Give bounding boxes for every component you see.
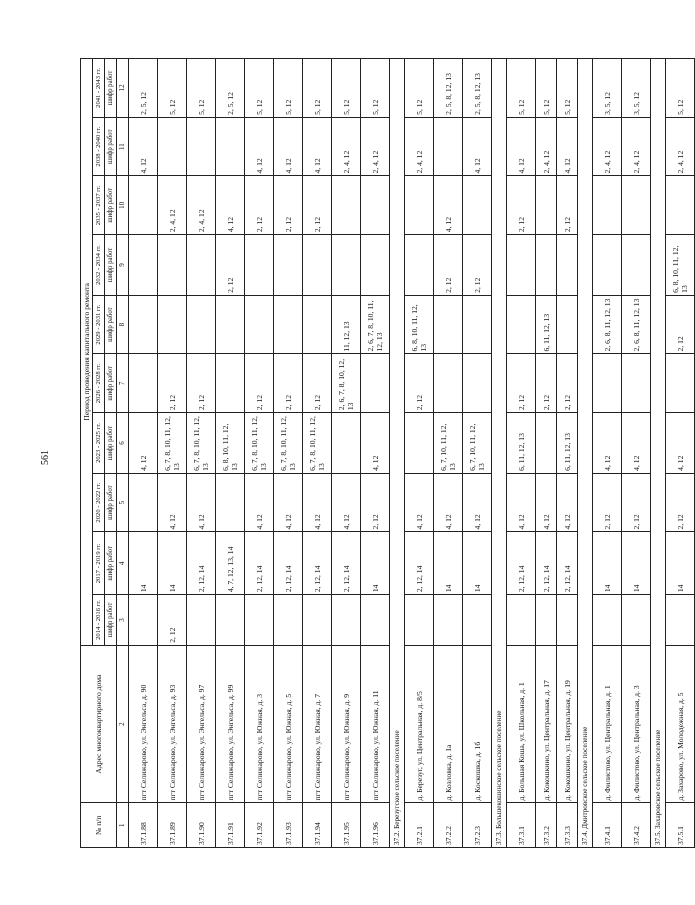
row-work-codes — [434, 117, 463, 176]
row-work-codes — [593, 176, 622, 235]
row-number: 37.1.96 — [361, 803, 390, 848]
row-work-codes: 2, 5, 8, 12, 13 — [434, 59, 463, 118]
row-work-codes: 2, 12 — [557, 354, 578, 413]
settlement-row — [492, 59, 507, 848]
row-address: д. Кокошкино, ул. Центральная, д. 19 — [557, 645, 578, 803]
row-number: 37.2.3 — [463, 803, 492, 848]
row-number: 37.3.2 — [536, 803, 557, 848]
row-address: д. Козловка, д. 1а — [434, 645, 463, 803]
row-work-codes: 2, 4, 12 — [666, 117, 695, 176]
table-row — [536, 59, 557, 848]
header-code: шифр работ — [105, 59, 117, 118]
row-work-codes — [332, 176, 361, 235]
row-work-codes — [187, 117, 216, 176]
header-year: 2023 - 2025 гг. — [93, 413, 105, 474]
row-work-codes: 5, 12 — [303, 59, 332, 118]
row-work-codes: 4, 12 — [463, 117, 492, 176]
row-work-codes: 4, 12 — [593, 413, 622, 474]
row-work-codes: 4, 12 — [158, 473, 187, 532]
header-year: 2026 - 2028 гг. — [93, 354, 105, 413]
row-work-codes — [245, 235, 274, 296]
table-row — [303, 59, 332, 848]
header-column-number: 2 — [117, 645, 129, 803]
row-work-codes: 4, 12 — [187, 473, 216, 532]
row-work-codes — [405, 413, 434, 474]
row-work-codes — [361, 595, 390, 646]
row-work-codes: 4, 12 — [245, 473, 274, 532]
header-period: Период проведения капитального ремонта — [81, 59, 93, 646]
row-work-codes: 14 — [666, 532, 695, 595]
settlement-label: 37.2. Березугское сельское поселение — [390, 59, 405, 848]
row-work-codes: 4, 12 — [666, 413, 695, 474]
row-work-codes: 2, 12 — [405, 354, 434, 413]
row-work-codes: 2, 4, 12 — [332, 117, 361, 176]
row-work-codes — [666, 176, 695, 235]
row-work-codes — [187, 235, 216, 296]
row-work-codes: 2, 12, 14 — [536, 532, 557, 595]
row-work-codes: 5, 12 — [361, 59, 390, 118]
row-work-codes: 4, 12 — [332, 473, 361, 532]
header-year: 2035 - 2037 гг. — [93, 176, 105, 235]
row-work-codes — [158, 295, 187, 354]
row-work-codes — [666, 595, 695, 646]
row-work-codes: 2, 5, 12 — [129, 59, 158, 118]
table-row — [622, 59, 651, 848]
row-work-codes: 2, 6, 8, 11, 12, 13 — [622, 295, 651, 354]
header-column-number: 6 — [117, 413, 129, 474]
row-work-codes — [405, 235, 434, 296]
row-work-codes: 2, 12 — [463, 235, 492, 296]
row-work-codes — [536, 176, 557, 235]
row-work-codes — [507, 295, 536, 354]
row-work-codes: 14 — [463, 532, 492, 595]
row-work-codes: 14 — [158, 532, 187, 595]
row-work-codes: 2, 5, 12 — [216, 59, 245, 118]
row-work-codes: 2, 4, 12 — [622, 117, 651, 176]
row-work-codes — [536, 235, 557, 296]
settlement-label: 37.4. Дмитровское сельское поселение — [578, 59, 593, 848]
row-work-codes — [434, 354, 463, 413]
row-work-codes — [361, 176, 390, 235]
row-address: д. Захарово, ул. Молодежная, д. 5 — [666, 645, 695, 803]
header-year: 2032 - 2034 гг. — [93, 235, 105, 296]
header-year: 2038 - 2040 гг. — [93, 117, 105, 176]
row-work-codes — [274, 235, 303, 296]
row-work-codes — [216, 295, 245, 354]
row-work-codes — [405, 595, 434, 646]
header-code: шифр работ — [105, 295, 117, 354]
header-code: шифр работ — [105, 595, 117, 646]
table-row — [507, 59, 536, 848]
row-address: д. Филистово, ул. Центральная, д. 3 — [622, 645, 651, 803]
row-work-codes — [405, 176, 434, 235]
row-work-codes — [129, 295, 158, 354]
settlement-row — [390, 59, 405, 848]
row-work-codes — [593, 354, 622, 413]
table-row — [216, 59, 245, 848]
row-work-codes: 2, 12 — [303, 176, 332, 235]
row-number: 37.5.1 — [666, 803, 695, 848]
row-work-codes — [332, 235, 361, 296]
row-work-codes: 2, 6, 7, 8, 10, 12, 13 — [332, 354, 361, 413]
row-work-codes — [622, 176, 651, 235]
row-work-codes: 4, 12 — [557, 473, 578, 532]
row-work-codes: 4, 12 — [361, 413, 390, 474]
row-address: пгт Селижарово, ул. Южная, д. 7 — [303, 645, 332, 803]
row-address: д. Коскошка, д. 1б — [463, 645, 492, 803]
row-work-codes: 2, 12 — [507, 354, 536, 413]
row-work-codes: 2, 12 — [557, 176, 578, 235]
row-work-codes: 6, 8, 10, 11, 12, 13 — [216, 413, 245, 474]
row-work-codes: 3, 5, 12 — [593, 59, 622, 118]
row-address: пгт Селижарово, ул. Южная, д. 5 — [274, 645, 303, 803]
row-work-codes — [158, 117, 187, 176]
row-work-codes — [216, 117, 245, 176]
settlement-label: 37.5. Захаровское сельское поселение — [651, 59, 666, 848]
row-work-codes — [216, 354, 245, 413]
row-work-codes — [129, 354, 158, 413]
settlement-label: 37.3. Большекошинское сельское поселение — [492, 59, 507, 848]
row-work-codes — [557, 295, 578, 354]
row-work-codes — [187, 595, 216, 646]
row-work-codes: 14 — [129, 532, 158, 595]
table-row — [405, 59, 434, 848]
row-work-codes: 6, 7, 10, 11, 12, 13 — [463, 413, 492, 474]
row-work-codes — [245, 595, 274, 646]
row-work-codes: 4, 12 — [216, 176, 245, 235]
row-work-codes: 5, 12 — [666, 59, 695, 118]
header-column-number: 1 — [117, 803, 129, 848]
row-work-codes: 4, 7, 12, 13, 14 — [216, 532, 245, 595]
header-column-number: 3 — [117, 595, 129, 646]
rotated-table-wrapper — [80, 58, 689, 848]
row-work-codes — [666, 354, 695, 413]
row-work-codes: 6, 7, 8, 10, 11, 12, 13 — [274, 413, 303, 474]
row-work-codes — [274, 295, 303, 354]
row-work-codes: 11, 12, 13 — [332, 295, 361, 354]
header-code: шифр работ — [105, 473, 117, 532]
row-work-codes — [507, 595, 536, 646]
row-work-codes: 2, 12 — [245, 176, 274, 235]
row-number: 37.1.91 — [216, 803, 245, 848]
row-address: пгт Селижарово, ул. Энгельса, д. 93 — [158, 645, 187, 803]
row-work-codes: 2, 12, 14 — [303, 532, 332, 595]
row-address: д. Большая Коша, ул. Школьная, д. 1 — [507, 645, 536, 803]
row-work-codes — [622, 595, 651, 646]
row-work-codes: 2, 12 — [303, 354, 332, 413]
header-year: 2014 - 2016 гг. — [93, 595, 105, 646]
row-work-codes: 2, 4, 12 — [536, 117, 557, 176]
row-address: пгт Селижарово, ул. Энгельса, д. 97 — [187, 645, 216, 803]
row-work-codes — [332, 413, 361, 474]
row-work-codes: 6, 7, 8, 10, 11, 12, 13 — [187, 413, 216, 474]
header-code: шифр работ — [105, 117, 117, 176]
page-number: 561 — [40, 450, 51, 465]
row-number: 37.1.92 — [245, 803, 274, 848]
row-work-codes: 5, 12 — [405, 59, 434, 118]
row-work-codes — [216, 595, 245, 646]
header-column-number: 9 — [117, 235, 129, 296]
row-work-codes — [434, 595, 463, 646]
header-column-number: 10 — [117, 176, 129, 235]
row-work-codes: 14 — [593, 532, 622, 595]
row-work-codes: 2, 12 — [536, 354, 557, 413]
row-work-codes: 4, 12 — [434, 473, 463, 532]
header-year: 2020 - 2022 гг. — [93, 473, 105, 532]
row-work-codes: 2, 12, 14 — [557, 532, 578, 595]
row-work-codes: 4, 12 — [557, 117, 578, 176]
header-code: шифр работ — [105, 532, 117, 595]
row-work-codes: 2, 6, 8, 11, 12, 13 — [593, 295, 622, 354]
row-work-codes: 2, 4, 12 — [405, 117, 434, 176]
header-column-number: 7 — [117, 354, 129, 413]
row-work-codes — [129, 473, 158, 532]
header-code: шифр работ — [105, 176, 117, 235]
header-code: шифр работ — [105, 413, 117, 474]
row-work-codes: 5, 12 — [332, 59, 361, 118]
row-address: д. Березуг, ул. Центральная, д. 8/5 — [405, 645, 434, 803]
row-number: 37.2.2 — [434, 803, 463, 848]
row-work-codes — [622, 354, 651, 413]
row-work-codes — [557, 595, 578, 646]
row-work-codes — [593, 595, 622, 646]
row-work-codes: 5, 12 — [274, 59, 303, 118]
table-row — [158, 59, 187, 848]
row-number: 37.4.2 — [622, 803, 651, 848]
table-row — [557, 59, 578, 848]
header-year: 2041 - 2043 гг. — [93, 59, 105, 118]
header-year: 2029 - 2031 гг. — [93, 295, 105, 354]
row-work-codes — [507, 235, 536, 296]
row-work-codes — [129, 235, 158, 296]
row-number: 37.1.89 — [158, 803, 187, 848]
row-work-codes — [463, 354, 492, 413]
row-work-codes: 2, 6, 7, 8, 10, 11, 12, 13 — [361, 295, 390, 354]
row-work-codes — [463, 295, 492, 354]
row-work-codes: 2, 12 — [434, 235, 463, 296]
table-header — [81, 59, 129, 848]
settlement-row — [651, 59, 666, 848]
row-work-codes: 6, 7, 8, 10, 11, 12, 13 — [303, 413, 332, 474]
row-work-codes: 2, 12 — [274, 176, 303, 235]
row-work-codes — [158, 235, 187, 296]
header-column-number: 5 — [117, 473, 129, 532]
row-work-codes: 2, 12 — [666, 473, 695, 532]
row-address: д. Филистово, ул. Центральная, д. 1 — [593, 645, 622, 803]
row-work-codes — [361, 354, 390, 413]
row-work-codes: 14 — [622, 532, 651, 595]
row-work-codes: 4, 12 — [303, 473, 332, 532]
table-row — [274, 59, 303, 848]
repair-schedule-table — [80, 58, 695, 848]
row-work-codes: 2, 12, 14 — [245, 532, 274, 595]
row-work-codes: 2, 12 — [216, 235, 245, 296]
row-work-codes — [361, 235, 390, 296]
row-address: пгт Селижарово, ул. Энгельса, д. 99 — [216, 645, 245, 803]
table-row — [666, 59, 695, 848]
row-number: 37.1.95 — [332, 803, 361, 848]
row-work-codes: 2, 4, 12 — [187, 176, 216, 235]
row-work-codes: 2, 4, 12 — [361, 117, 390, 176]
settlement-row — [578, 59, 593, 848]
row-work-codes: 4, 12 — [274, 117, 303, 176]
row-work-codes: 4, 12 — [129, 117, 158, 176]
table-row — [434, 59, 463, 848]
row-address: пгт Селижарово, ул. Южная, д. 9 — [332, 645, 361, 803]
row-work-codes — [463, 595, 492, 646]
row-work-codes: 2, 12, 14 — [187, 532, 216, 595]
row-work-codes: 6, 11, 12, 13 — [557, 413, 578, 474]
row-work-codes: 4, 12 — [507, 473, 536, 532]
row-work-codes — [216, 473, 245, 532]
row-work-codes — [303, 235, 332, 296]
row-number: 37.1.94 — [303, 803, 332, 848]
row-work-codes: 5, 12 — [158, 59, 187, 118]
row-work-codes — [536, 413, 557, 474]
table-row — [187, 59, 216, 848]
row-work-codes: 4, 12 — [622, 413, 651, 474]
row-work-codes: 3, 5, 12 — [622, 59, 651, 118]
row-work-codes — [303, 295, 332, 354]
row-address: пгт Селижарово, ул. Энгельса, д. 90 — [129, 645, 158, 803]
row-work-codes: 2, 12 — [507, 176, 536, 235]
row-work-codes: 2, 4, 12 — [593, 117, 622, 176]
header-column-number: 11 — [117, 117, 129, 176]
row-work-codes: 6, 7, 8, 10, 11, 12, 13 — [158, 413, 187, 474]
row-address: д. Кокошкино, ул. Центральная, д. 17 — [536, 645, 557, 803]
row-work-codes: 2, 12 — [245, 354, 274, 413]
row-work-codes: 2, 12 — [666, 295, 695, 354]
row-work-codes — [245, 295, 274, 354]
row-work-codes — [187, 295, 216, 354]
header-number: № п/п — [81, 803, 117, 848]
row-work-codes: 4, 12 — [434, 176, 463, 235]
row-work-codes — [303, 595, 332, 646]
row-work-codes: 6, 11, 12, 13 — [507, 413, 536, 474]
row-work-codes: 4, 12 — [536, 473, 557, 532]
header-column-number: 8 — [117, 295, 129, 354]
row-work-codes: 2, 12 — [274, 354, 303, 413]
row-number: 37.1.88 — [129, 803, 158, 848]
row-work-codes: 5, 12 — [507, 59, 536, 118]
row-work-codes: 2, 12 — [158, 595, 187, 646]
row-work-codes: 6, 8, 10, 11, 12, 13 — [666, 235, 695, 296]
header-column-number: 4 — [117, 532, 129, 595]
row-work-codes — [129, 176, 158, 235]
row-work-codes: 2, 4, 12 — [158, 176, 187, 235]
row-work-codes: 6, 8, 10, 11, 12, 13 — [405, 295, 434, 354]
row-work-codes: 4, 12 — [274, 473, 303, 532]
row-number: 37.1.93 — [274, 803, 303, 848]
table-row — [332, 59, 361, 848]
row-work-codes: 2, 12 — [593, 473, 622, 532]
row-address: пгт Селижарово, ул. Южная, д. 11 — [361, 645, 390, 803]
table-row — [129, 59, 158, 848]
row-work-codes: 2, 12 — [622, 473, 651, 532]
row-number: 37.3.1 — [507, 803, 536, 848]
table-row — [593, 59, 622, 848]
table-row — [463, 59, 492, 848]
row-work-codes: 2, 12, 14 — [332, 532, 361, 595]
row-work-codes: 4, 12 — [303, 117, 332, 176]
row-work-codes: 5, 12 — [187, 59, 216, 118]
row-work-codes: 2, 12 — [158, 354, 187, 413]
row-work-codes — [536, 595, 557, 646]
table-row — [361, 59, 390, 848]
row-work-codes: 14 — [434, 532, 463, 595]
row-work-codes: 4, 12 — [245, 117, 274, 176]
row-work-codes: 14 — [361, 532, 390, 595]
row-work-codes — [463, 176, 492, 235]
row-work-codes: 5, 12 — [245, 59, 274, 118]
row-number: 37.4.1 — [593, 803, 622, 848]
row-work-codes — [622, 235, 651, 296]
table-body — [129, 59, 695, 848]
row-work-codes — [434, 295, 463, 354]
table-row — [245, 59, 274, 848]
row-work-codes: 2, 5, 8, 12, 13 — [463, 59, 492, 118]
row-work-codes: 2, 12 — [187, 354, 216, 413]
row-work-codes — [129, 595, 158, 646]
row-address: пгт Селижарово, ул. Южная, д. 3 — [245, 645, 274, 803]
row-work-codes: 2, 12, 14 — [507, 532, 536, 595]
row-work-codes: 2, 12, 14 — [274, 532, 303, 595]
row-work-codes: 6, 7, 8, 10, 11, 12, 13 — [245, 413, 274, 474]
row-work-codes: 4, 12 — [463, 473, 492, 532]
row-work-codes: 4, 12 — [129, 413, 158, 474]
header-column-number: 12 — [117, 59, 129, 118]
row-work-codes: 2, 12 — [361, 473, 390, 532]
row-work-codes: 2, 12, 14 — [405, 532, 434, 595]
row-work-codes — [593, 235, 622, 296]
row-number: 37.3.3 — [557, 803, 578, 848]
row-work-codes — [332, 595, 361, 646]
row-work-codes: 4, 12 — [507, 117, 536, 176]
header-year: 2017 - 2019 гг. — [93, 532, 105, 595]
row-work-codes — [557, 235, 578, 296]
row-number: 37.1.90 — [187, 803, 216, 848]
row-work-codes: 6, 7, 10, 11, 12, 13 — [434, 413, 463, 474]
row-number: 37.2.1 — [405, 803, 434, 848]
header-code: шифр работ — [105, 354, 117, 413]
row-work-codes: 6, 11, 12, 13 — [536, 295, 557, 354]
header-address: Адрес многоквартирного дома — [81, 645, 117, 803]
row-work-codes: 5, 12 — [557, 59, 578, 118]
row-work-codes — [274, 595, 303, 646]
row-work-codes: 5, 12 — [536, 59, 557, 118]
row-work-codes: 4, 12 — [405, 473, 434, 532]
header-code: шифр работ — [105, 235, 117, 296]
